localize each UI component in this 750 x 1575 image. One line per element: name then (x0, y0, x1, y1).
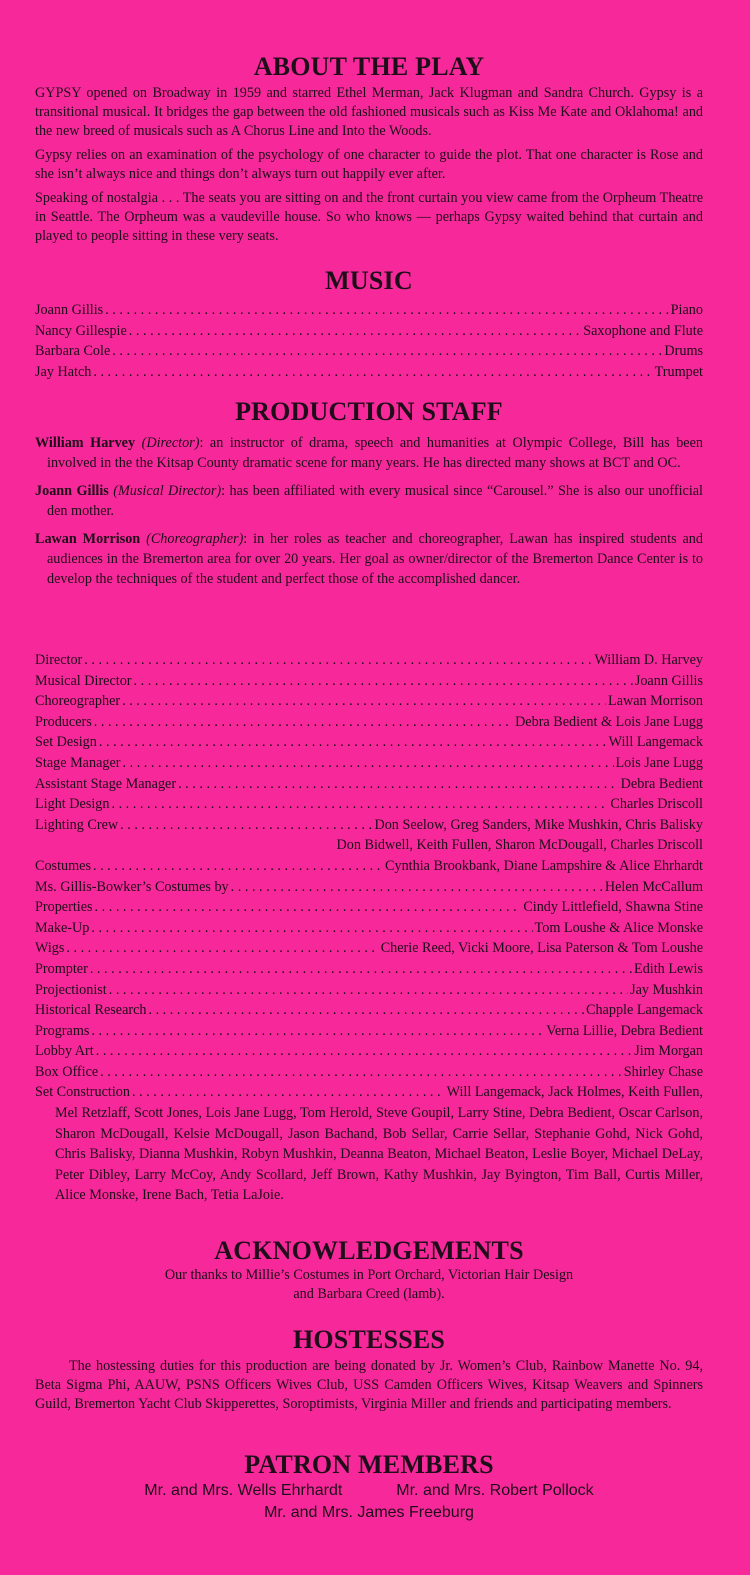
ack-line: and Barbara Creed (lamb). (293, 1286, 445, 1302)
credit-value: Verna Lillie, Debra Bedient (546, 1022, 703, 1039)
music-row (35, 341, 703, 362)
credit-value: Tom Loushe & Alice Monske (534, 919, 703, 936)
staff-heading: PRODUCTION STAFF (235, 397, 503, 426)
credit-label: Box Office (35, 1063, 99, 1080)
musician-name: Barbara Cole (35, 343, 111, 360)
credit-row (35, 753, 703, 774)
bio-role: (Choreographer) (146, 531, 244, 547)
bio-name: Lawan Morrison (35, 531, 141, 547)
credit-row (35, 938, 703, 959)
music-heading: MUSIC (325, 266, 413, 295)
credit-label: Projectionist (35, 981, 107, 998)
credit-value: Lois Jane Lugg (615, 754, 703, 771)
about-paragraph: Speaking of nostalgia . . . The seats you are sitting on and the front curtain you view came from the Orpheum Theatre in Seattle. The Orpheum was a vaudeville house. So who knows — perhaps Gypsy waited behind that curtain and played to people sitting in these very seats. (35, 190, 703, 244)
host-text: The hostessing duties for this production are being donated by Jr. Women’s Club, Rainbow Manette No. 94, Beta Sigma Phi, AAUW, PSNS Officers Wives Club, USS Camden Officers Wives, Kitsap Weavers and Spinners Guild, Bremerton Yacht Club Skipperettes, Soroptimists, Virginia Miller and friends and participating members. (35, 1358, 703, 1412)
credit-row (35, 1041, 703, 1062)
credit-value: Cherie Reed, Vicki Moore, Lisa Paterson & Tom Loushe (380, 940, 703, 957)
staff-bio (35, 481, 703, 521)
musician-name: Jay Hatch (35, 363, 92, 380)
credit-label: Lobby Art (35, 1043, 94, 1060)
instrument: Saxophone and Flute (583, 322, 703, 339)
bio-text: : has been affiliated with every musical since “Carousel.” She is also our unofficial den mother. (47, 483, 703, 519)
credit-row (35, 815, 703, 836)
credit-label: Properties (35, 899, 93, 916)
bio-role: (Musical Director) (113, 483, 222, 499)
credit-label: Lighting Crew (35, 816, 119, 833)
music-row (35, 321, 703, 342)
credit-row (35, 1062, 703, 1083)
patron-row (35, 1480, 703, 1502)
credit-value: Chapple Langemack (586, 1002, 703, 1019)
credit-label: Wigs (35, 940, 65, 957)
bio-text: : in her roles as teacher and choreographer, Lawan has inspired students and audiences in the Bremerton area for over 20 years. Her goal as owner/director of the Bremerton Dance Center is to develop the techniques of the student and perfect those of the accomplished dancer. (47, 531, 703, 587)
credit-label: Director (35, 652, 83, 668)
musician-name: Joann Gillis (35, 302, 104, 318)
staff-bio (35, 433, 703, 473)
credit-value: Jim Morgan (634, 1043, 703, 1060)
credit-row (35, 712, 703, 733)
credit-value: Will Langemack, Jack Holmes, Keith Fullen, (446, 1084, 703, 1101)
credit-value: Joann Gillis (634, 672, 703, 689)
credit-row (35, 732, 703, 753)
musician-name: Nancy Gillespie (35, 322, 127, 339)
staff-bio (35, 529, 703, 589)
instrument: Drums (664, 343, 703, 360)
credit-value: Edith Lewis (634, 960, 703, 977)
credit-value: Shirley Chase (623, 1063, 703, 1080)
credit-row (35, 774, 703, 795)
credit-value: William D. Harvey (594, 652, 703, 668)
production-staff-section (35, 397, 703, 597)
credit-label: Historical Research (35, 1002, 147, 1019)
credit-value: Jay Mushkin (630, 981, 703, 998)
credit-label: Choreographer (35, 693, 121, 710)
about-the-play-section (35, 52, 703, 246)
credit-label: Musical Director (35, 672, 132, 689)
credit-row (35, 794, 703, 815)
about-paragraph: Gypsy relies on an examination of the psychology of one character to guide the plot. That one character is Rose and she isn’t always nice and things don’t always turn out happily ever after. (35, 147, 703, 182)
credit-label: Set Construction (35, 1084, 130, 1101)
credit-label: Ms. Gillis-Bowker’s Costumes by (35, 878, 229, 895)
credits-list (35, 650, 703, 1206)
credit-label: Producers (35, 713, 92, 730)
patron-name: Mr. and Mrs. Robert Pollock (396, 1482, 594, 1499)
bio-name: Joann Gillis (35, 483, 109, 499)
credit-value: Charles Driscoll (610, 796, 703, 813)
music-section (35, 266, 703, 382)
credit-label: Prompter (35, 960, 88, 977)
credit-row (35, 650, 703, 671)
credit-label: Make-Up (35, 919, 90, 936)
credit-row (35, 1082, 703, 1103)
about-paragraph: GYPSY opened on Broadway in 1959 and starred Ethel Merman, Jack Klugman and Sandra Church. Gypsy is a transitional musical. It bridges the gap between the old fashioned musicals such as Kiss Me Kate and Oklahoma! and the new breed of musicals such as A Chorus Line and Into the Woods. (35, 85, 703, 139)
credit-row (35, 980, 703, 1001)
credit-value: Lawan Morrison (608, 693, 703, 710)
patron-heading: PATRON MEMBERS (244, 1450, 494, 1479)
ack-line: Our thanks to Millie’s Costumes in Port Orchard, Victorian Hair Design (164, 1267, 574, 1283)
credit-label: Costumes (35, 857, 91, 874)
credit-row (35, 918, 703, 939)
credit-row (35, 897, 703, 918)
music-row (35, 362, 703, 383)
credit-label: Light Design (35, 796, 110, 813)
credit-row (35, 856, 703, 877)
lighting-crew-continued: Don Bidwell, Keith Fullen, Sharon McDougall, Charles Driscoll (336, 837, 703, 854)
patron-name: Mr. and Mrs. Wells Ehrhardt (144, 1482, 343, 1499)
about-heading: ABOUT THE PLAY (253, 52, 485, 81)
instrument: Piano (670, 302, 703, 318)
patron-name: Mr. and Mrs. James Freeburg (264, 1504, 474, 1521)
credit-value: Debra Bedient (620, 775, 703, 792)
credit-label: Assistant Stage Manager (35, 775, 177, 792)
acknowledgements-section (35, 1236, 703, 1304)
credit-value: Cynthia Brookbank, Diane Lampshire & Alice Ehrhardt (385, 857, 703, 874)
host-heading: HOSTESSES (292, 1325, 446, 1354)
credit-row (35, 1021, 703, 1042)
credit-row (35, 671, 703, 692)
set-construction-continued: Mel Retzlaff, Scott Jones, Lois Jane Lugg, Tom Herold, Steve Goupil, Larry Stine, Debra Bedient, Oscar Carlson, Sharon McDougall, Kelsie McDougall, Jason Bachand, Bob Sellar, Carrie Sellar, Stephanie Gohd, Nick Gohd, Chris Balisky, Dianna Mushkin, Robyn Mushkin, Deanna Beaton, Michael Beaton, Leslie Boyer, Michael DeLay, Peter Dibley, Larry McCoy, Andy Scollard, Jeff Brown, Kathy Mushkin, Jay Byington, Tim Ball, Curtis Miller, Alice Monske, Irene Bach, Tetia LaJoie. (55, 1105, 703, 1204)
credit-label: Stage Manager (35, 754, 121, 771)
credit-value: Helen McCallum (604, 878, 703, 895)
hostesses-section (35, 1325, 703, 1414)
patron-members-section (35, 1450, 703, 1524)
credit-value: Debra Bedient & Lois Jane Lugg (515, 713, 703, 730)
bio-role: (Director) (141, 435, 200, 451)
music-row (35, 300, 703, 321)
credit-label: Programs (35, 1022, 90, 1039)
credit-row (35, 877, 703, 898)
credit-label: Set Design (35, 734, 97, 751)
credit-row (35, 959, 703, 980)
credit-value: Cindy Littlefield, Shawna Stine (523, 899, 703, 916)
credit-value: Don Seelow, Greg Sanders, Mike Mushkin, Chris Balisky (374, 816, 703, 833)
credit-value: Will Langemack (608, 734, 703, 751)
credit-row (35, 691, 703, 712)
credit-row (35, 1000, 703, 1021)
bio-name: William Harvey (35, 435, 136, 451)
instrument: Trumpet (654, 363, 703, 380)
ack-heading: ACKNOWLEDGEMENTS (214, 1236, 524, 1265)
bio-text: : an instructor of drama, speech and humanities at Olympic College, Bill has been involved in the the Kitsap County dramatic scene for many years. He has directed many shows at BCT and OC. (47, 435, 703, 471)
